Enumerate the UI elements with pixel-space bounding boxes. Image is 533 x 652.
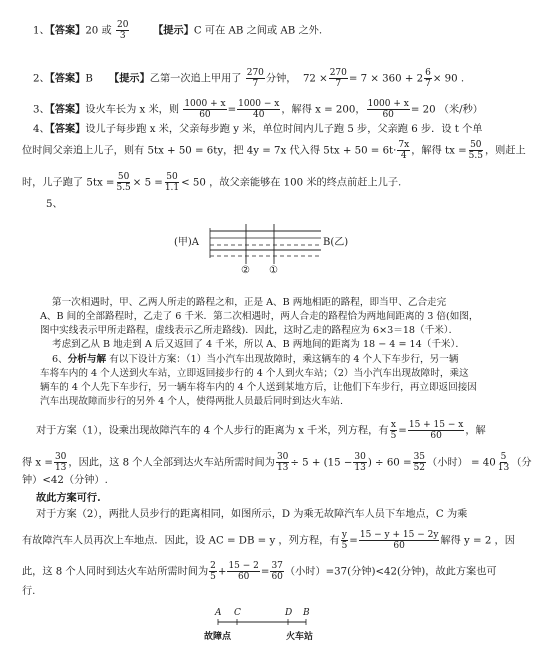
train-station-label: 火车站 [286,632,314,642]
answer-5-text3: 图中实线表示甲所走路程，虚线表示乙所走路线)．因此，这时乙走的路程应为 6×3＝18（千米）． [40,325,459,336]
answer-4-line1: 4、【答案】设儿子每步跑 x 米，父亲每步跑 y 米，单位时间内儿子跑 5 步，父亲跑 6 步．设 t 个单 [33,123,483,135]
point-c-label: C [234,608,241,618]
meeting-diagram [176,218,356,282]
plan2-line1: 对于方案（2），两批人员步行的距离相同，如图所示，D 为乘无故障汽车人员下车地点，C 为乘 [36,509,468,520]
plan1-conclusion: 故此方案可行. [36,492,101,504]
meeting-diagram-svg [176,218,356,282]
answer-1: 1、【答案】20 或 $\frac{20}{3}$ 【提示】C 可在 AB 之间或 AB 之外. [33,20,323,41]
answer-3: 3、【答案】设火车长为 x 米，则 $\frac{1000 + x}{60}$ = $\frac{1000 - x}{40}$ ，解得 x = 200， $\frac{1000 + x}{60}$ = 20 （米/秒） [33,99,483,120]
meeting-mark-2: ② [241,265,250,276]
plan2-line4: 行. [22,586,36,597]
answer-5-text4: 考虑到乙从 B 地走到 A 后又返回了 4 千米，所以 A、B 两地间的距离为 18 − 4 = 14（千米）． [52,339,465,350]
answer-6-line1: 6、分析与解 有以下设计方案：（1）当小汽车出现故障时，乘这辆车的 4 个人下车步行，另一辆 [52,354,459,365]
plan2-line3: 此，这 8 个人同时到达火车站所需时间为 $\frac{2}{5}$ + $\frac{15 - 2}{60}$ = $\frac{37}{60}$ （小时）=37(分钟)<42(分钟)，故此方案也可 [22,561,497,582]
answer-5-text1: 第一次相遇时，甲、乙两人所走的路程之和，正是 A、B 两地相距的路程，即当甲、乙合走完 [52,297,447,308]
point-a-label: A [215,608,222,618]
answer-5-number: 5、 [46,199,63,210]
fraction: $\frac{20}{3}$ [116,20,129,41]
fault-point-label: 故障点 [204,632,232,642]
answer-5-text2: A、B 间的全部路程时，乙走了 6 千米．第二次相遇时，两人合走的路程恰为两地间距离的 3 倍(如图， [40,311,479,322]
point-b-label: B [303,608,310,618]
route-diagram [200,608,330,648]
answer-2: 2、【答案】B 【提示】乙第一次追上甲用了 $\frac{270}{7}$ 分钟， 72 × $\frac{270}{7}$ = 7 × 360 + 2 $\frac{6}{7}$ × 90 . [33,68,465,89]
answer-6-line4: 汽车出现故障而步行的另外 4 个人，使得两批人员最后同时到达火车站. [40,396,344,407]
plan1-line3: 钟）<42（分钟）. [22,475,108,486]
label-b-yi: B(乙) [323,237,349,248]
label-jia-a: (甲)A [174,237,200,248]
meeting-mark-1: ① [269,265,278,276]
answer-4-line3: 时，儿子跑了 5tx = $\frac{50}{5.5}$ × 5 = $\frac{50}{1.1}$ < 50 ，故父亲能够在 100 米的终点前赶上儿子. [22,172,402,193]
answer-6-line2: 车将车内的 4 个人送到火车站，立即返回接步行的 4 个人到火车站；（2）当小汽车出现故障时，乘这 [40,368,469,379]
answer-6-line3: 辆车的 4 个人先下车步行，另一辆车将车内的 4 个人送到某地方后，让他们下车步行，再立即返回接因 [40,382,477,393]
answer-4-line2: 位时间父亲追上儿子，则有 5tx + 50 = 6ty，把 4y = 7x 代入得 5tx + 50 = 6t· $\frac{7x}{4}$ ，解得 tx = $\frac{50}{5.5}$ ，则赶上 [22,140,526,161]
point-d-label: D [285,608,293,618]
plan2-line2: 有故障汽车人员再次上车地点．因此，设 AC = DB = y ，列方程，有 $\frac{y}{5}$ = $\frac{15 - y + 15 - 2y}{60}$ 解得 y = 2 ，因 [22,530,515,551]
plan1-line2: 得 x = $\frac{30}{13}$ ，因此，这 8 个人全部到达火车站所需时间为 $\frac{30}{13}$ ÷ 5 + (15 − $\frac{30}{13}$ ) ÷ 60 = $\frac{35}{52}$ （小时） = 40 $\frac{5}{13}$ （分 [22,452,532,473]
plan1-line1: 对于方案（1），设乘出现故障汽车的 4 个人步行的距离为 x 千米，列方程，有 $\frac{x}{5}$ = $\frac{15 + 15 - x}{60}$ ，解 [36,420,486,441]
